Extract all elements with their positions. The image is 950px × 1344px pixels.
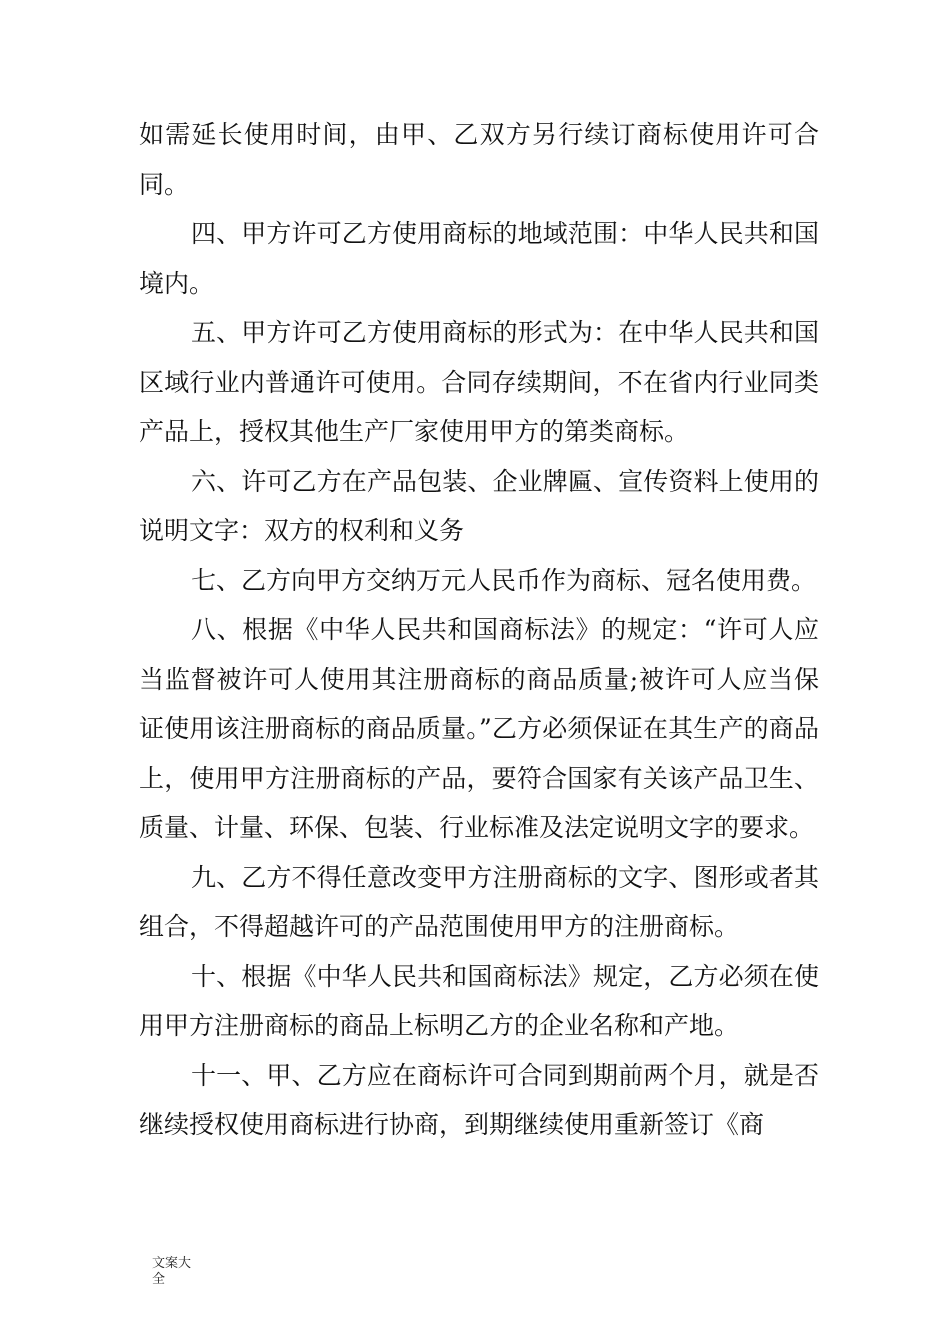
paragraph-clause-4: 四、甲方许可乙方使用商标的地域范围：中华人民共和国境内。 — [139, 219, 819, 298]
paragraph-clause-5: 五、甲方许可乙方使用商标的形式为：在中华人民共和国区域行业内普通许可使用。合同存续期间，不在省内行业同类产品上，授权其他生产厂家使用甲方的第类商标。 — [139, 318, 819, 446]
paragraph-clause-11: 十一、甲、乙方应在商标许可合同到期前两个月，就是否继续授权使用商标进行协商，到期继续使用重新签订《商 — [139, 1060, 819, 1139]
paragraph-clause-8: 八、根据《中华人民共和国商标法》的规定：“许可人应当监督被许可人使用其注册商标的商品质量;被许可人应当保证使用该注册商标的商品质量。”乙方必须保证在其生产的商品上，使用甲方注册商标的产品，要符合国家有关该产品卫生、质量、计量、环保、包装、行业标准及法定说明文字的要求。 — [139, 615, 819, 842]
paragraph-clause-7: 七、乙方向甲方交纳万元人民币作为商标、冠名使用费。 — [191, 565, 817, 595]
document-body — [139, 110, 819, 1150]
paragraph-clause-6: 六、许可乙方在产品包装、企业牌匾、宣传资料上使用的说明文字：双方的权利和义务 — [139, 466, 819, 545]
paragraph-clause-10: 十、根据《中华人民共和国商标法》规定，乙方必须在使用甲方注册商标的商品上标明乙方的企业名称和产地。 — [139, 961, 819, 1040]
page-footer: 文案大全 — [152, 1256, 192, 1287]
paragraph-clause-9: 九、乙方不得任意改变甲方注册商标的文字、图形或者其组合，不得超越许可的产品范围使用甲方的注册商标。 — [139, 862, 819, 941]
paragraph-continuation: 如需延长使用时间，由甲、乙双方另行续订商标使用许可合同。 — [139, 120, 819, 199]
